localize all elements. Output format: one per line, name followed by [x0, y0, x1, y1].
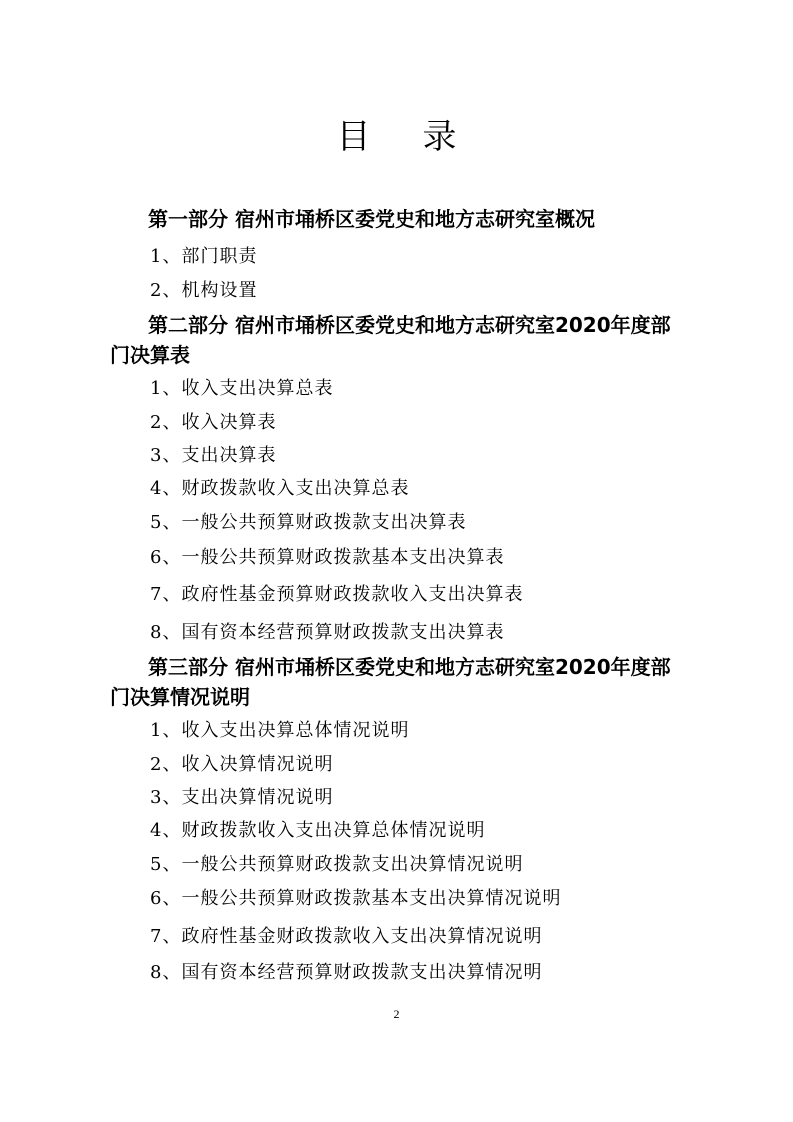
toc-item: 4、财政拨款收入支出决算总体情况说明 [150, 820, 486, 841]
toc-item: 4、财政拨款收入支出决算总表 [150, 478, 410, 499]
toc-item: 1、收入支出决算总体情况说明 [150, 720, 410, 741]
toc-item: 8、国有资本经营预算财政拨款支出决算情况明 [150, 962, 543, 983]
section-2-heading-cont: 门决算表 [110, 343, 190, 367]
toc-item: 5、一般公共预算财政拨款支出决算表 [150, 512, 467, 533]
toc-item: 2、收入决算表 [150, 412, 277, 433]
toc-item: 7、政府性基金财政拨款收入支出决算情况说明 [150, 926, 543, 947]
toc-item: 1、部门职责 [150, 246, 258, 267]
section-3-heading: 第三部分 宿州市埇桥区委党史和地方志研究室2020年度部 [148, 655, 671, 679]
toc-item: 6、一般公共预算财政拨款基本支出决算表 [150, 547, 505, 568]
section-1-heading: 第一部分 宿州市埇桥区委党史和地方志研究室概况 [148, 207, 595, 231]
section-2-heading: 第二部分 宿州市埇桥区委党史和地方志研究室2020年度部 [148, 313, 671, 337]
toc-item: 2、机构设置 [150, 280, 258, 301]
page-title: 目录 [336, 117, 509, 157]
toc-item: 2、收入决算情况说明 [150, 754, 334, 775]
toc-item: 8、国有资本经营预算财政拨款支出决算表 [150, 622, 505, 643]
section-3-heading-cont: 门决算情况说明 [110, 685, 250, 709]
toc-item: 6、一般公共预算财政拨款基本支出决算情况说明 [150, 888, 562, 909]
toc-item: 7、政府性基金预算财政拨款收入支出决算表 [150, 584, 524, 605]
toc-item: 3、支出决算表 [150, 445, 277, 466]
page-number: 2 [393, 1007, 400, 1021]
toc-item: 3、支出决算情况说明 [150, 787, 334, 808]
toc-item: 5、一般公共预算财政拨款支出决算情况说明 [150, 854, 524, 875]
toc-item: 1、收入支出决算总表 [150, 378, 334, 399]
